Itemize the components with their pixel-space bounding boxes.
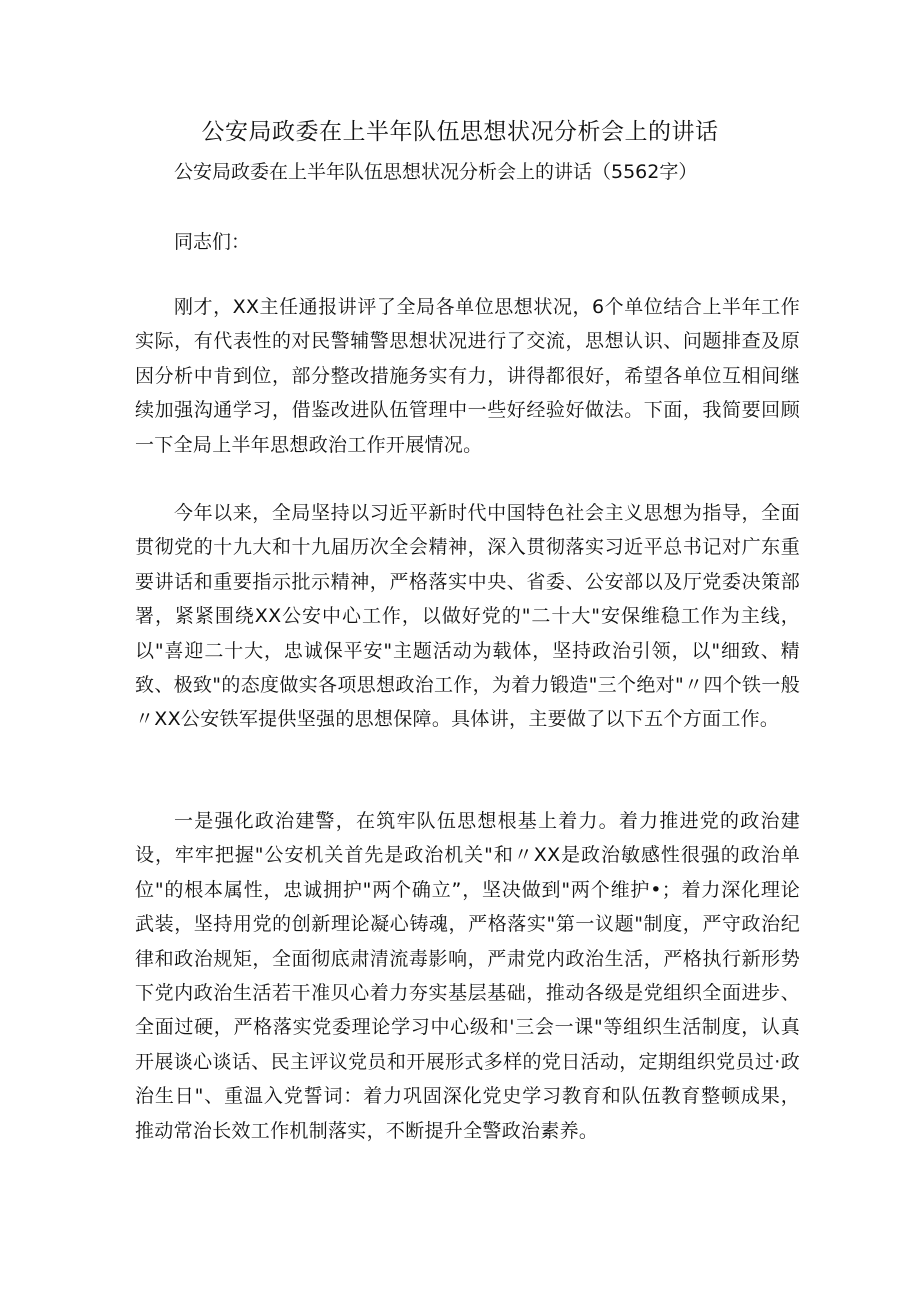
document-title: 公安局政委在上半年队伍思想状况分析会上的讲话 bbox=[201, 119, 719, 145]
greeting: 同志们： bbox=[174, 231, 251, 253]
paragraph-opening: 刚才，XX主任通报讲评了全局各单位思想状况，6个单位结合上半年工作实际，有代表性的对民警辅警思想状况进行了交流，思想认识、问题排查及原因分析中肯到位，部分整改措施务实有力，讲得都很好，希望各单位互相间继续加强沟通学习，借鉴改进队伍管理中一些好经验好做法。下面，我简要回顾一下全局上半年思想政治工作开展情况。 bbox=[135, 296, 800, 456]
paragraph-political-building: 一是强化政治建警，在筑牢队伍思想根基上着力。着力推进党的政治建设，牢牢把握"公安机关首先是政治机关"和〃XX是政治敏感性很强的政治单位"的根本属性，忠诚拥护"两个确立”，坚决做到"两个维护•；着力深化理论武装，坚持用党的创新理论凝心铸魂，严格落实"第一议题"制度，严守政治纪律和政治规矩，全面彻底肃清流毒影响，严肃党内政治生活，严格执行新形势下党内政治生活若干准贝心着力夯实基层基础，推动各级是党组织全面进步、全面过硬，严格落实党委理论学习中心级和'三会一课"等组织生活制度，认真开展谈心谈话、民主评议党员和开展形式多样的党日活动，定期组织党员过·政治生日"、重温入党誓词：着力巩固深化党史学习教育和队伍教育整顿成果，推动常治长效工作机制落实，不断提升全警政治素养。 bbox=[135, 810, 800, 1142]
document-subtitle: 公安局政委在上半年队伍思想状况分析会上的讲话（5562字） bbox=[174, 161, 698, 183]
paragraph-overview: 今年以来，全局坚持以习近平新时代中国特色社会主义思想为指导，全面贯彻党的十九大和十九届历次全会精神，深入贯彻落实习近平总书记对广东重要讲话和重要指示批示精神，严格落实中央、省委、公安部以及厅党委决策部署，紧紧围绕XX公安中心工作，以做好党的"二十大"安保维稳工作为主线，以"喜迎二十大，忠诚保平安"主题活动为载体，坚持政治引领，以"细致、精致、极致"的态度做实各项思想政治工作，为着力锻造"三个绝对"〃四个铁一般〃XX公安铁军提供坚强的思想保障。具体讲，主要做了以下五个方面工作。 bbox=[135, 502, 800, 731]
